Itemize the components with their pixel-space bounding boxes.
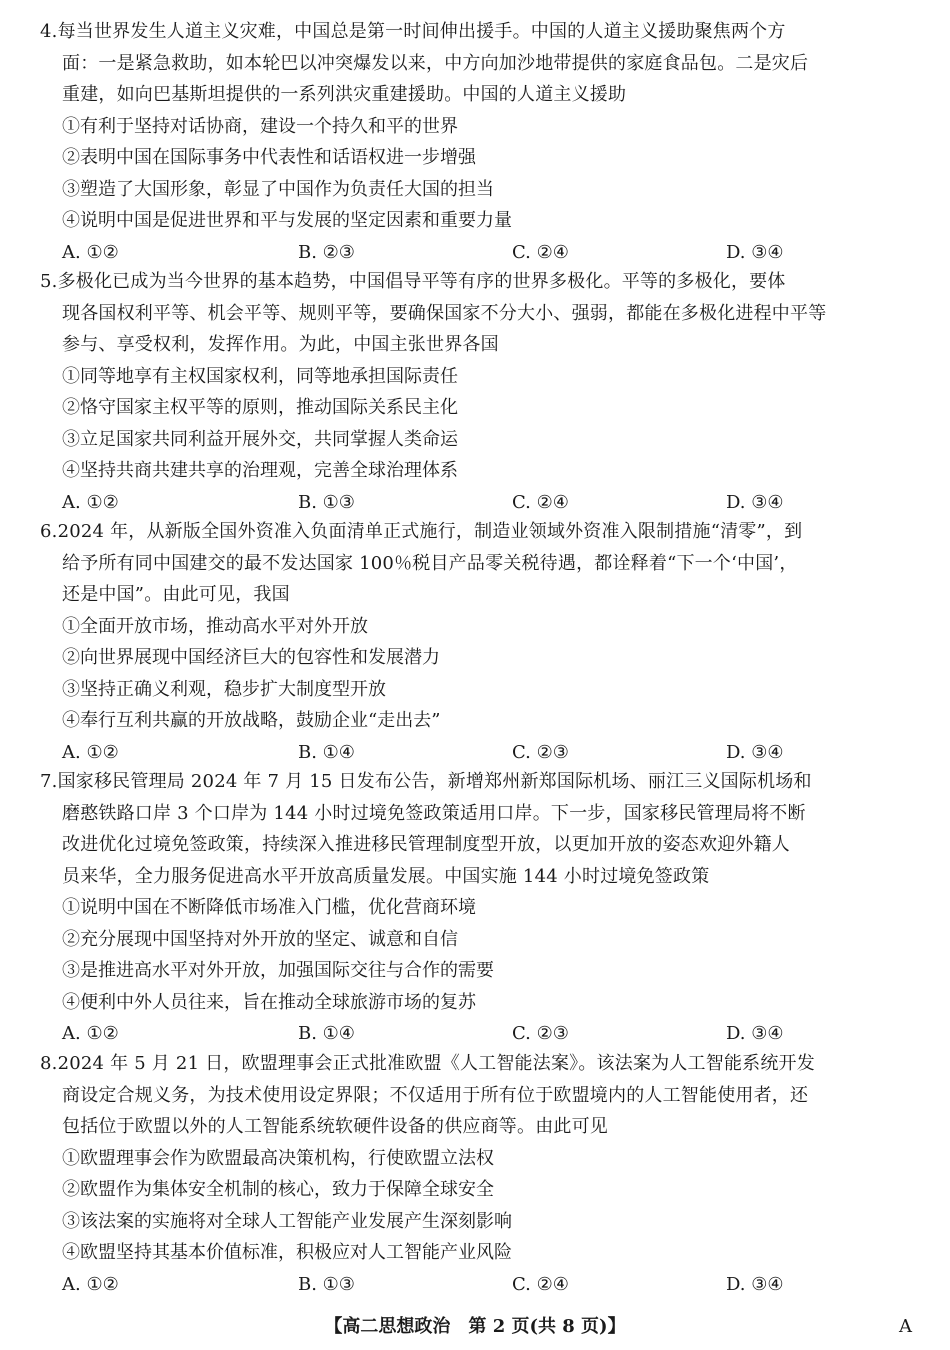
question-5	[40, 266, 910, 518]
choice-d[interactable]: D. ③④	[726, 741, 784, 763]
statement-2: ②向世界展现中国经济巨大的包容性和发展潜力	[62, 647, 440, 668]
statement-3: ③是推进高水平对外开放，加强国际交往与合作的需要	[62, 960, 494, 981]
statement-3: ③塑造了大国形象，彰显了中国作为负责任大国的担当	[62, 178, 494, 200]
choice-d[interactable]: D. ③④	[726, 241, 784, 263]
statement-4: ④欧盟坚持其基本价值标准，积极应对人工智能产业风险	[62, 1242, 512, 1263]
stem-line: 4.每当世界发生人道主义灾难，中国总是第一时间伸出援手。中国的人道主义援助聚焦两个方	[40, 21, 786, 42]
question-stem	[40, 16, 910, 111]
stem-line: 8.2024 年 5 月 21 日，欧盟理事会正式批准欧盟《人工智能法案》。该法案为人工智能系统开发	[40, 1053, 815, 1074]
question-7	[40, 766, 910, 1050]
statement-2: ②恪守国家主权平等的原则，推动国际关系民主化	[62, 397, 458, 418]
choice-b[interactable]: B. ①③	[298, 491, 355, 513]
question-6	[40, 516, 910, 768]
choice-b[interactable]: B. ①③	[298, 1273, 355, 1295]
choice-c[interactable]: C. ②④	[512, 241, 569, 263]
choice-b[interactable]: B. ②③	[298, 241, 355, 263]
question-8	[40, 1048, 910, 1300]
choice-b[interactable]: B. ①④	[298, 741, 355, 763]
statement-4: ④便利中外人员往来，旨在推动全球旅游市场的复苏	[62, 991, 476, 1013]
statement-3: ③立足国家共同利益开展外交，共同掌握人类命运	[62, 428, 458, 450]
answer-choices	[40, 737, 910, 769]
answer-choices	[40, 1018, 910, 1050]
answer-choices	[40, 1269, 910, 1301]
choice-c[interactable]: C. ②④	[512, 1273, 569, 1295]
question-stem	[40, 766, 910, 892]
question-stem	[40, 266, 910, 361]
choice-c[interactable]: C. ②③	[512, 741, 569, 763]
answer-choices	[40, 237, 910, 269]
stem-line: 磨憨铁路口岸 3 个口岸为 144 小时过境免签政策适用口岸。下一步，国家移民管理局将不断	[62, 802, 806, 824]
statement-4: ④说明中国是促进世界和平与发展的坚定因素和重要力量	[62, 210, 512, 231]
stem-line: 员来华，全力服务促进高水平开放高质量发展。中国实施 144 小时过境免签政策	[62, 865, 710, 887]
stem-line: 还是中国”。由此可见，我国	[62, 584, 290, 605]
choice-b[interactable]: B. ①④	[298, 1023, 355, 1044]
choice-c[interactable]: C. ②③	[512, 1023, 569, 1044]
stem-line: 改进优化过境免签政策，持续深入推进移民管理制度型开放，以更加开放的姿态欢迎外籍人	[62, 834, 790, 855]
stem-line: 面：一是紧急救助，如本轮巴以冲突爆发以来，中方向加沙地带提供的家庭食品包。二是灾后	[62, 52, 809, 74]
question-4	[40, 16, 910, 268]
stem-line: 重建，如向巴基斯坦提供的一系列洪灾重建援助。中国的人道主义援助	[62, 84, 627, 105]
statement-2: ②表明中国在国际事务中代表性和话语权进一步增强	[62, 147, 476, 168]
choice-a[interactable]: A. ①②	[62, 241, 119, 263]
statement-1: ①全面开放市场，推动高水平对外开放	[62, 615, 368, 637]
choice-c[interactable]: C. ②④	[512, 491, 569, 513]
choice-a[interactable]: A. ①②	[62, 1273, 119, 1295]
statement-2: ②充分展现中国坚持对外开放的坚定、诚意和自信	[62, 928, 458, 950]
stem-line: 商设定合规义务，为技术使用设定界限；不仅适用于所有位于欧盟境内的人工智能使用者，还	[62, 1084, 809, 1106]
question-stem	[40, 516, 910, 611]
stem-line: 包括位于欧盟以外的人工智能系统软硬件设备的供应商等。由此可见	[62, 1116, 608, 1137]
stem-line: 6.2024 年，从新版全国外资准入负面清单正式施行，制造业领域外资准入限制措施“清零”，到	[40, 521, 803, 542]
stem-line: 5.多极化已成为当今世界的基本趋势，中国倡导平等有序的世界多极化。平等的多极化，要体	[40, 271, 786, 292]
footer-title: 【高二思想政治 第 2 页(共 8 页)】	[324, 1316, 626, 1337]
stem-line: 7.国家移民管理局 2024 年 7 月 15 日发布公告，新增郑州新郑国际机场、丽江三义国际机场和	[40, 771, 812, 792]
question-stem	[40, 1048, 910, 1143]
choice-a[interactable]: A. ①②	[62, 741, 119, 763]
answer-choices	[40, 487, 910, 519]
statement-1: ①说明中国在不断降低市场准入门槛，优化营商环境	[62, 897, 476, 918]
choice-d[interactable]: D. ③④	[726, 1273, 784, 1295]
paper-version: A	[899, 1316, 912, 1337]
choice-d[interactable]: D. ③④	[726, 491, 784, 513]
statement-1: ①欧盟理事会作为欧盟最高决策机构，行使欧盟立法权	[62, 1147, 494, 1169]
choice-a[interactable]: A. ①②	[62, 491, 119, 513]
page-footer	[0, 1312, 950, 1342]
statement-2: ②欧盟作为集体安全机制的核心，致力于保障全球安全	[62, 1179, 494, 1200]
statement-4: ④奉行互利共赢的开放战略，鼓励企业“走出去”	[62, 710, 441, 731]
statement-3: ③坚持正确义利观，稳步扩大制度型开放	[62, 678, 386, 700]
statement-4: ④坚持共商共建共享的治理观，完善全球治理体系	[62, 460, 458, 481]
choice-d[interactable]: D. ③④	[726, 1023, 784, 1044]
choice-a[interactable]: A. ①②	[62, 1023, 119, 1044]
statement-1: ①有利于坚持对话协商，建设一个持久和平的世界	[62, 115, 458, 137]
stem-line: 现各国权利平等、机会平等、规则平等，要确保国家不分大小、强弱，都能在多极化进程中平等	[62, 302, 827, 324]
stem-line: 参与、享受权利，发挥作用。为此，中国主张世界各国	[62, 334, 499, 355]
statement-1: ①同等地享有主权国家权利，同等地承担国际责任	[62, 365, 458, 387]
statement-3: ③该法案的实施将对全球人工智能产业发展产生深刻影响	[62, 1210, 512, 1232]
stem-line: 给予所有同中国建交的最不发达国家 100％税目产品零关税待遇，都诠释着“下一个‘中国’，	[62, 552, 798, 574]
